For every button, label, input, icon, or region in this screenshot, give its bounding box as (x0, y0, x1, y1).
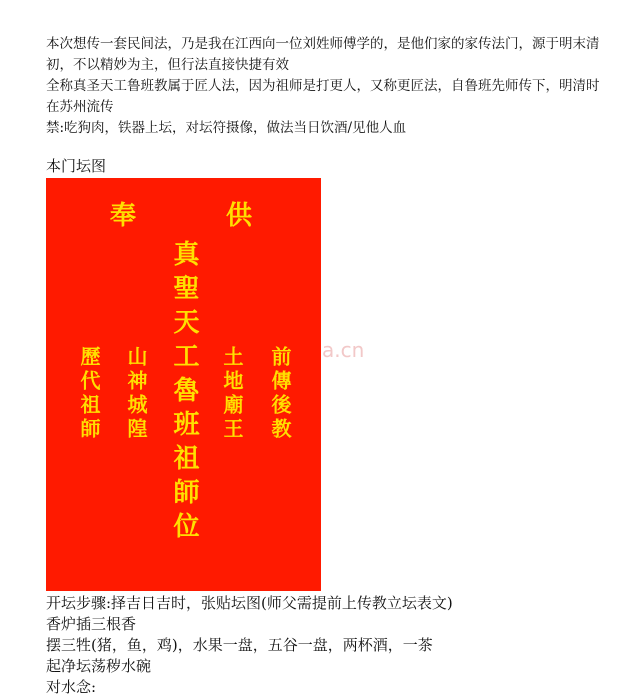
ritual-steps (46, 593, 453, 698)
offer-left-char: 奉 (110, 201, 137, 231)
intro-paragraph-origin: 本次想传一套民间法，乃是我在江西向一位刘姓师傅学的，是他们家的家传法门，源于明末清初，不以精妙为主，但行法直接快捷有效 (46, 36, 600, 73)
side-tablet-ancestors: 歷代祖師 (77, 346, 101, 442)
side-tablet-earth-god: 土地廟王 (220, 346, 244, 442)
offer-right-char: 供 (226, 201, 253, 231)
intro-paragraph-taboos: 禁:吃狗肉，铁器上坛，对坛符摄像，做法当日饮酒/见他人血 (46, 120, 407, 136)
step-line: 开坛步骤:择吉日吉时，张贴坛图(师父需提前上传教立坛表文) (46, 594, 453, 612)
step-line: 对水念: (46, 678, 97, 696)
main-deity-tablet: 真聖天工魯班祖師位 (169, 240, 199, 546)
watermark: a.cn (322, 338, 365, 362)
step-line: 香炉插三根香 (46, 615, 137, 633)
side-tablet-mountain-god: 山神城隍 (124, 346, 148, 442)
altar-diagram-title: 本门坛图 (46, 157, 107, 175)
step-line: 起净坛荡秽水碗 (46, 657, 152, 675)
side-tablet-lineage: 前傳後教 (268, 346, 292, 442)
intro-text (46, 34, 606, 139)
step-line: 摆三牲(猪，鱼，鸡)，水果一盘，五谷一盘，两杯酒，一茶 (46, 636, 433, 654)
intro-paragraph-name: 全称真圣天工鲁班教属于匠人法，因为祖师是打更人，又称更匠法，自鲁班先师传下，明清时在苏州流传 (46, 78, 600, 115)
altar-diagram (46, 178, 321, 591)
